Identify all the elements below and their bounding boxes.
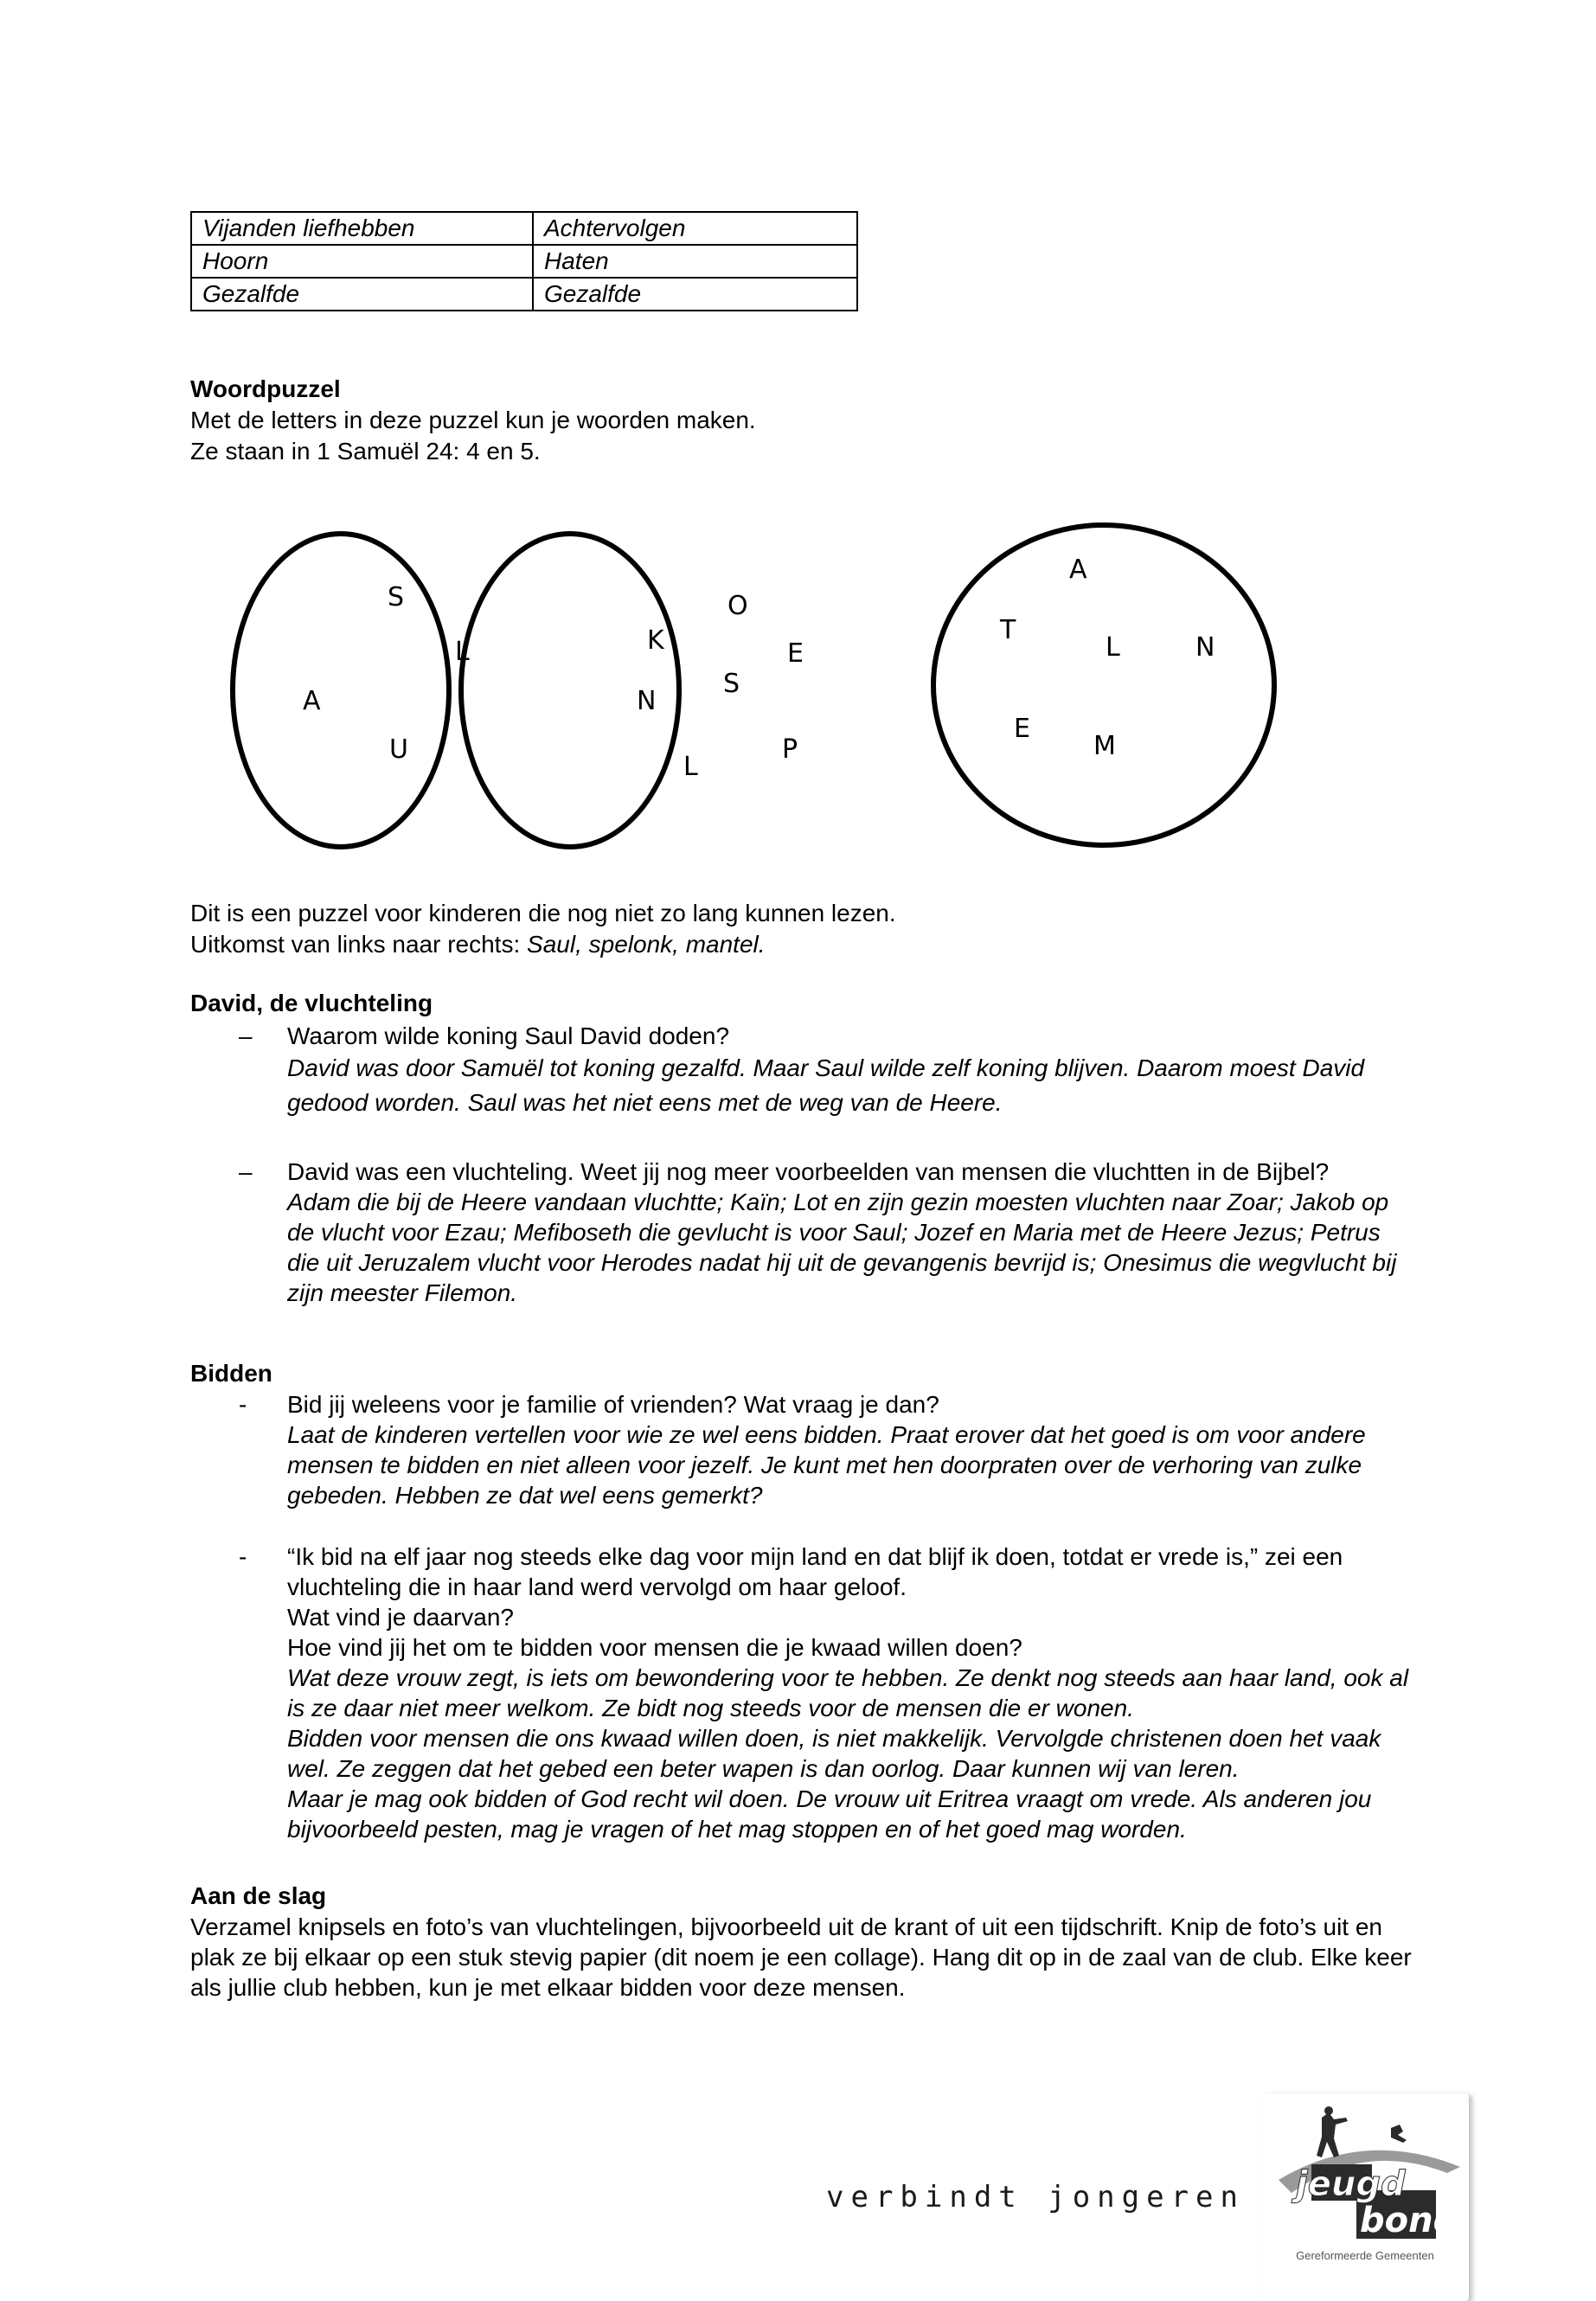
solution-value: Saul, spelonk, mantel.: [527, 931, 766, 958]
logo-word-bond: bond: [1360, 2201, 1458, 2240]
woordpuzzel-section: [190, 374, 1419, 467]
list-item: [190, 1157, 1419, 1308]
logo-word-jeugd: jeugd: [1296, 2164, 1406, 2204]
letter-puzzle: [223, 516, 1279, 853]
table-cell: Hoorn: [191, 245, 533, 278]
puzzle-letter: O: [727, 591, 748, 621]
section-heading: Aan de slag: [190, 1882, 327, 1909]
answer: Adam die bij de Heere vandaan vluchtte; Kaïn; Lot en zijn gezin moesten vluchten naar Zoar; Jakob op de vlucht voor Ezau; Mefiboseth die gevlucht is voor Saul; Jozef en Maria met de Heere Jezus; Petrus die uit Jeruzalem vlucht voor Herodes nadat hij uit de gevangenis bevrijd is; Onesimus die wegvlucht bij zijn meester Filemon.: [287, 1189, 1397, 1306]
puzzle-letter: E: [787, 638, 804, 669]
bidden-question-list: [190, 1389, 1419, 1844]
puzzle-letter: A: [303, 686, 321, 716]
puzzle-letter: L: [683, 752, 698, 782]
puzzle-letter: L: [1106, 632, 1120, 663]
dash-bullet-icon: -: [239, 1543, 247, 1570]
puzzle-letter: T: [1000, 615, 1016, 645]
solution-label: Uitkomst van links naar rechts:: [190, 931, 528, 958]
david-section-heading: [190, 988, 1419, 1019]
list-item: [190, 1389, 1419, 1510]
dash-bullet-icon: -: [239, 1391, 247, 1418]
question: Bid jij weleens voor je familie of vrienden? Wat vraag je dan?: [287, 1391, 939, 1418]
paragraph: Met de letters in deze puzzel kun je woorden maken.: [190, 407, 756, 433]
paragraph: Ze staan in 1 Samuël 24: 4 en 5.: [190, 438, 541, 465]
puzzle-circle-3: [931, 522, 1277, 848]
table-row: [191, 245, 857, 278]
section-heading: Woordpuzzel: [190, 375, 341, 402]
puzzle-letter: L: [455, 637, 470, 667]
section-heading: David, de vluchteling: [190, 990, 433, 1016]
tagline-logo: verbindt jongeren: [826, 2180, 1245, 2214]
puzzle-letter: E: [1014, 714, 1030, 744]
table-cell: Gezalfde: [191, 278, 533, 311]
puzzle-letter: S: [723, 669, 740, 699]
table-cell: Vijanden liefhebben: [191, 212, 533, 245]
aan-de-slag-section: [190, 1881, 1419, 2003]
answer: David was door Samuël tot koning gezalfd. Maar Saul wilde zelf koning blijven. Daarom moest David gedood worden. Saul was het niet eens met de weg van de Heere.: [287, 1054, 1365, 1116]
puzzle-circle-1: [230, 531, 452, 849]
question: David was een vluchteling. Weet jij nog meer voorbeelden van mensen die vluchtten in de Bijbel?: [287, 1158, 1330, 1185]
table-row: [191, 278, 857, 311]
puzzle-letter: A: [1069, 554, 1087, 585]
puzzle-letter: K: [647, 625, 664, 656]
bidden-section-heading: [190, 1358, 1419, 1389]
table-cell: Gezalfde: [533, 278, 857, 311]
dash-bullet-icon: –: [239, 1158, 253, 1185]
puzzle-letter: M: [1093, 731, 1116, 761]
answer: Wat deze vrouw zegt, is iets om bewondering voor te hebben. Ze denkt nog steeds aan haar land, ook al is ze daar niet meer welkom. Ze bidt nog steeds voor de mensen die er wonen.: [287, 1664, 1409, 1721]
list-item: [190, 1021, 1419, 1120]
puzzle-letter: U: [389, 734, 408, 765]
answer: Laat de kinderen vertellen voor wie ze wel eens bidden. Praat erover dat het goed is om voor andere mensen te bidden en niet alleen voor jezelf. Je kunt met hen doorpraten over de verhoring van zulke gebeden. Hebben ze dat wel eens gemerkt?: [287, 1421, 1366, 1509]
section-heading: Bidden: [190, 1360, 272, 1387]
list-item: [190, 1541, 1419, 1844]
puzzle-note: [190, 898, 1419, 960]
jeugdbond-logo: [1261, 2093, 1469, 2301]
puzzle-letter: S: [388, 582, 405, 612]
puzzle-letter: N: [637, 686, 657, 716]
question: Wat vind je daarvan?: [287, 1604, 514, 1631]
word-table: [190, 211, 858, 311]
answer: Maar je mag ook bidden of God recht wil doen. De vrouw uit Eritrea vraagt om vrede. Als anderen jou bijvoorbeeld pesten, mag je vragen of het mag stoppen en of het goed mag worden.: [287, 1785, 1372, 1843]
dash-bullet-icon: –: [239, 1022, 253, 1049]
table-row: [191, 212, 857, 245]
puzzle-letter: N: [1195, 632, 1215, 663]
logo-subtitle: Gereformeerde Gemeenten: [1296, 2249, 1434, 2262]
paragraph: Dit is een puzzel voor kinderen die nog niet zo lang kunnen lezen.: [190, 900, 896, 926]
question: Hoe vind jij het om te bidden voor mensen die je kwaad willen doen?: [287, 1634, 1022, 1661]
answer: Bidden voor mensen die ons kwaad willen doen, is niet makkelijk. Vervolgde christenen doen het vaak wel. Ze zeggen dat het gebed een beter wapen is dan oorlog. Daar kunnen wij van leren.: [287, 1725, 1381, 1782]
table-cell: Achtervolgen: [533, 212, 857, 245]
solution-line: [190, 929, 1419, 960]
jeugdbond-emblem-icon: [1261, 2093, 1469, 2249]
question: “Ik bid na elf jaar nog steeds elke dag voor mijn land en dat blijf ik doen, totdat er vrede is,” zei een vluchteling die in haar land werd vervolgd om haar geloof.: [287, 1543, 1343, 1600]
paragraph: Verzamel knipsels en foto’s van vluchtelingen, bijvoorbeeld uit de krant of uit een tijdschrift. Knip de foto’s uit en plak ze bij elkaar op een stuk stevig papier (dit noem je een collage). Hang dit op in de zaal van de club. Elke keer als jullie club hebben, kun je met elkaar bidden voor deze mensen.: [190, 1913, 1412, 2001]
david-question-list: [190, 1021, 1419, 1308]
puzzle-letter: P: [782, 734, 798, 765]
table-cell: Haten: [533, 245, 857, 278]
question: Waarom wilde koning Saul David doden?: [287, 1022, 730, 1049]
